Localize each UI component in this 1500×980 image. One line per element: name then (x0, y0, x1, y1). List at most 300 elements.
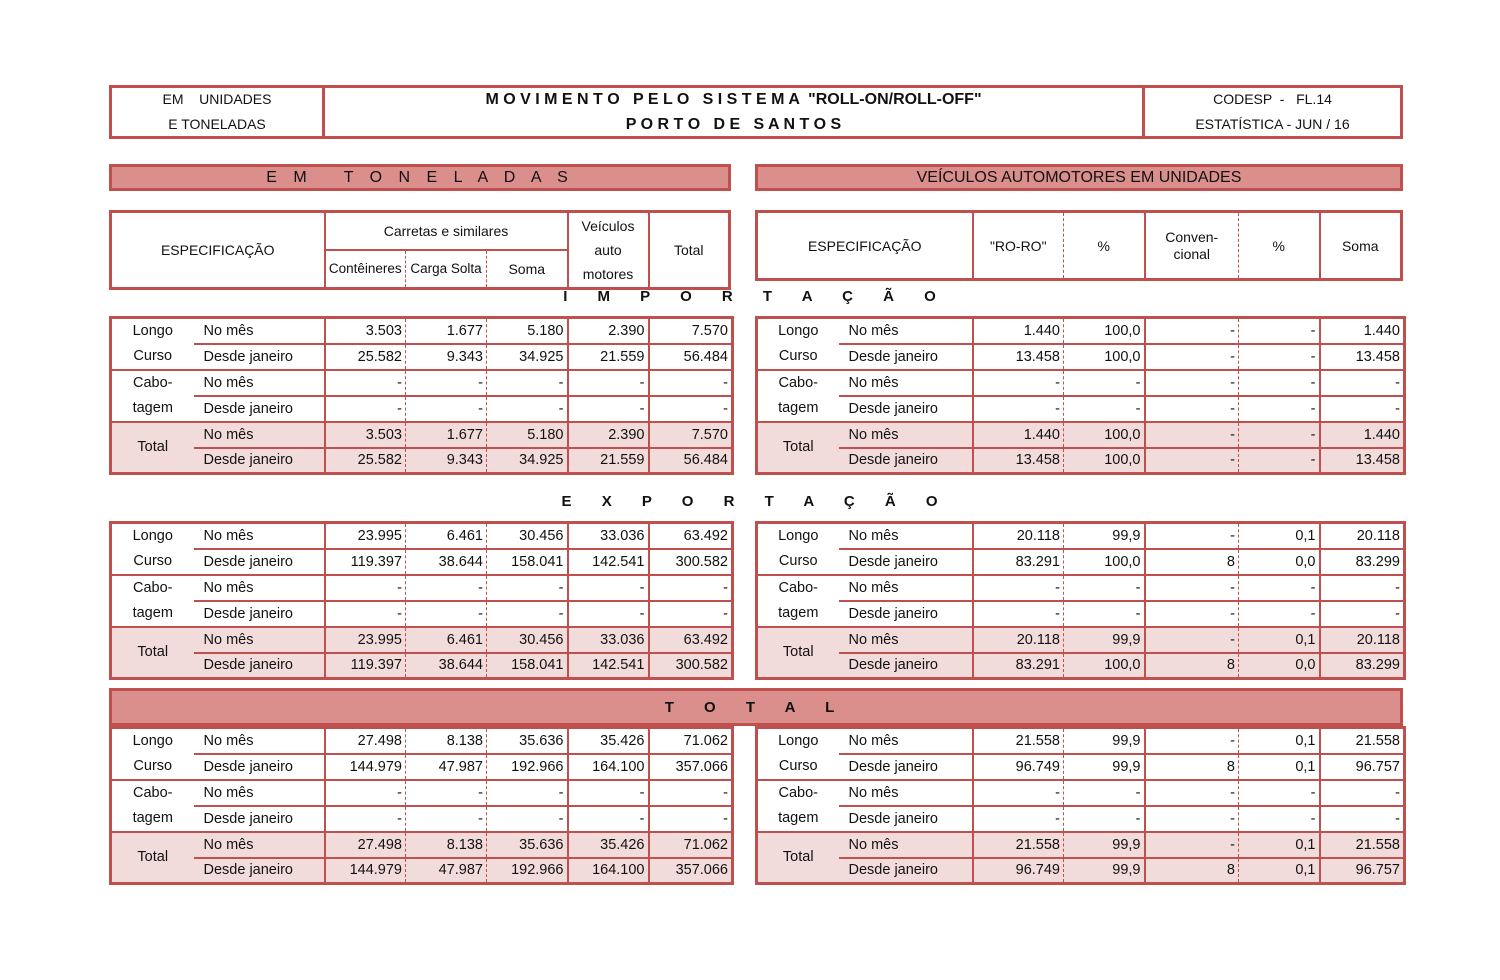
table-row (111, 858, 733, 884)
value-cell: 20.118 (1320, 523, 1405, 549)
value-cell: 25.582 (325, 344, 406, 370)
value-cell: - (487, 575, 568, 601)
right-pct2-header: % (1239, 212, 1320, 280)
left-containers-header: Contêineres (325, 250, 406, 289)
table-row (111, 601, 733, 627)
value-cell: 8 (1145, 754, 1239, 780)
value-cell: - (1320, 806, 1405, 832)
table-row (757, 318, 1405, 344)
value-cell: 99,9 (1064, 523, 1145, 549)
value-cell: - (973, 780, 1064, 806)
value-cell: 23.995 (325, 627, 406, 653)
value-cell: 9.343 (406, 344, 487, 370)
row-period-label: Desde janeiro (839, 344, 973, 370)
value-cell: - (487, 396, 568, 422)
right-column-header (755, 210, 1403, 281)
row-period-label: No mês (839, 728, 973, 754)
value-cell: 38.644 (406, 653, 487, 679)
value-cell: 6.461 (406, 627, 487, 653)
value-cell: - (649, 396, 733, 422)
table-row (111, 627, 733, 653)
band-veiculos-label: VEÍCULOS AUTOMOTORES EM UNIDADES (916, 168, 1242, 186)
row-period-label: No mês (194, 575, 325, 601)
value-cell: 35.636 (487, 728, 568, 754)
row-group-label: Cabo- (133, 580, 173, 596)
value-cell: 83.299 (1320, 653, 1405, 679)
value-cell: 34.925 (487, 344, 568, 370)
table-row (111, 575, 733, 601)
table-row (757, 653, 1405, 679)
table-row (757, 396, 1405, 422)
value-cell: 0,1 (1239, 832, 1320, 858)
value-cell: - (1239, 806, 1320, 832)
value-cell: - (973, 370, 1064, 396)
value-cell: 0,1 (1239, 858, 1320, 884)
row-group-label: Total (111, 832, 194, 884)
row-period-label: Desde janeiro (194, 396, 325, 422)
value-cell: 100,0 (1064, 549, 1145, 575)
table-row (111, 728, 733, 754)
value-cell: - (973, 601, 1064, 627)
value-cell: 0,0 (1239, 549, 1320, 575)
value-cell: - (649, 575, 733, 601)
table-row (111, 780, 733, 806)
value-cell: 100,0 (1064, 448, 1145, 474)
value-cell: - (325, 601, 406, 627)
table-row (757, 858, 1405, 884)
value-cell: 83.291 (973, 653, 1064, 679)
row-group-label: Longo (132, 733, 173, 750)
right-table-section-0 (755, 316, 1406, 475)
left-table-section-2 (109, 726, 734, 885)
value-cell: 27.498 (325, 728, 406, 754)
value-cell: 13.458 (1320, 448, 1405, 474)
row-period-label: Desde janeiro (839, 858, 973, 884)
value-cell: 1.677 (406, 318, 487, 344)
value-cell: 30.456 (487, 523, 568, 549)
value-cell: 13.458 (1320, 344, 1405, 370)
row-group-label: Longo (778, 733, 819, 750)
value-cell: - (325, 396, 406, 422)
value-cell: - (973, 806, 1064, 832)
value-cell: 164.100 (568, 858, 649, 884)
section-title-exportacao: E X P O R T A Ç Ã O (561, 493, 951, 510)
value-cell: - (568, 601, 649, 627)
row-group-label: Cabo- (778, 375, 818, 391)
value-cell: - (406, 396, 487, 422)
value-cell: - (1064, 601, 1145, 627)
row-period-label: No mês (194, 728, 325, 754)
value-cell: 71.062 (649, 728, 733, 754)
row-period-label: Desde janeiro (839, 754, 973, 780)
table-row (111, 806, 733, 832)
row-group-label: Cabo- (778, 580, 818, 596)
row-group-label: tagem (111, 601, 194, 627)
left-vehicles-line2: auto (594, 242, 622, 258)
right-conventional-line2: cional (1173, 245, 1211, 262)
value-cell: - (1320, 370, 1405, 396)
row-period-label: Desde janeiro (839, 806, 973, 832)
value-cell: 144.979 (325, 858, 406, 884)
value-cell: 5.180 (487, 422, 568, 448)
value-cell: 1.440 (1320, 318, 1405, 344)
value-cell: - (1239, 344, 1320, 370)
value-cell: 99,9 (1064, 858, 1145, 884)
value-cell: 35.636 (487, 832, 568, 858)
page-title: M O V I M E N T O P E L O S I S T E M A "ROLL-ON/ROLL-OFF" (485, 91, 982, 108)
value-cell: - (487, 601, 568, 627)
row-period-label: No mês (194, 318, 325, 344)
value-cell: - (1239, 370, 1320, 396)
table-row (111, 344, 733, 370)
row-period-label: No mês (839, 318, 973, 344)
value-cell: 158.041 (487, 653, 568, 679)
row-group-label: Longo (778, 323, 819, 340)
left-vehicles-line3: motores (582, 266, 634, 282)
row-group-label: tagem (111, 396, 194, 422)
value-cell: - (487, 780, 568, 806)
row-group-label: Curso (111, 754, 194, 780)
value-cell: 100,0 (1064, 344, 1145, 370)
value-cell: - (406, 575, 487, 601)
row-group-label: Curso (111, 344, 194, 370)
value-cell: 21.558 (973, 832, 1064, 858)
row-period-label: Desde janeiro (194, 344, 325, 370)
value-cell: 6.461 (406, 523, 487, 549)
value-cell: 96.749 (973, 858, 1064, 884)
value-cell: - (1239, 575, 1320, 601)
value-cell: - (568, 780, 649, 806)
value-cell: 8.138 (406, 728, 487, 754)
value-cell: 13.458 (973, 448, 1064, 474)
value-cell: 33.036 (568, 523, 649, 549)
value-cell: - (1145, 575, 1239, 601)
value-cell: - (1145, 523, 1239, 549)
table-row (757, 575, 1405, 601)
header-source-box (1142, 85, 1403, 139)
value-cell: 164.100 (568, 754, 649, 780)
value-cell: 96.749 (973, 754, 1064, 780)
value-cell: - (325, 780, 406, 806)
left-table-section-1 (109, 521, 734, 680)
value-cell: - (1239, 396, 1320, 422)
left-vehicles-header (568, 212, 649, 289)
header-units-line1: EM UNIDADES (162, 91, 272, 107)
value-cell: - (568, 370, 649, 396)
value-cell: 100,0 (1064, 318, 1145, 344)
value-cell: - (487, 806, 568, 832)
left-group-header: Carretas e similares (325, 212, 568, 251)
value-cell: - (1145, 370, 1239, 396)
row-period-label: No mês (839, 370, 973, 396)
left-column-header (109, 210, 731, 290)
value-cell: 27.498 (325, 832, 406, 858)
value-cell: - (1320, 601, 1405, 627)
row-group-label: Curso (757, 754, 839, 780)
table-row (757, 344, 1405, 370)
row-group-label: Total (757, 832, 839, 884)
table-row (757, 806, 1405, 832)
row-period-label: No mês (194, 832, 325, 858)
row-period-label: Desde janeiro (194, 601, 325, 627)
value-cell: - (1239, 448, 1320, 474)
row-period-label: Desde janeiro (194, 806, 325, 832)
value-cell: 7.570 (649, 318, 733, 344)
table-row (757, 754, 1405, 780)
table-row (111, 448, 733, 474)
left-soma-header: Soma (487, 250, 568, 289)
value-cell: - (649, 806, 733, 832)
row-group-label: Longo (132, 323, 173, 340)
left-vehicles-line1: Veículos (581, 218, 635, 234)
value-cell: - (568, 575, 649, 601)
value-cell: 20.118 (1320, 627, 1405, 653)
row-period-label: No mês (839, 832, 973, 858)
value-cell: 38.644 (406, 549, 487, 575)
value-cell: 8.138 (406, 832, 487, 858)
value-cell: 20.118 (973, 523, 1064, 549)
value-cell: 1.440 (1320, 422, 1405, 448)
value-cell: - (487, 370, 568, 396)
value-cell: 1.677 (406, 422, 487, 448)
header-source-line1: CODESP - FL.14 (1213, 91, 1332, 107)
row-group-label: tagem (757, 806, 839, 832)
right-table-section-1 (755, 521, 1406, 680)
value-cell: 47.987 (406, 858, 487, 884)
left-loose-cargo-header: Carga Solta (406, 250, 487, 289)
value-cell: 357.066 (649, 858, 733, 884)
row-group-label: Cabo- (133, 785, 173, 801)
row-period-label: No mês (194, 627, 325, 653)
value-cell: - (568, 806, 649, 832)
right-pct1-header: % (1064, 212, 1145, 280)
row-group-label: Total (757, 422, 839, 474)
row-group-label: Curso (757, 549, 839, 575)
row-group-label: Longo (132, 528, 173, 545)
value-cell: 144.979 (325, 754, 406, 780)
table-row (757, 370, 1405, 396)
row-group-label: tagem (757, 601, 839, 627)
value-cell: - (1145, 448, 1239, 474)
value-cell: 7.570 (649, 422, 733, 448)
value-cell: 119.397 (325, 549, 406, 575)
row-period-label: No mês (839, 523, 973, 549)
right-conventional-header (1145, 212, 1239, 280)
value-cell: 71.062 (649, 832, 733, 858)
row-period-label: No mês (839, 780, 973, 806)
table-row (757, 627, 1405, 653)
value-cell: - (1145, 832, 1239, 858)
header-source-line2: ESTATÍSTICA - JUN / 16 (1195, 116, 1350, 132)
value-cell: 34.925 (487, 448, 568, 474)
row-period-label: Desde janeiro (839, 601, 973, 627)
value-cell: - (649, 780, 733, 806)
row-group-label: tagem (111, 806, 194, 832)
value-cell: 100,0 (1064, 653, 1145, 679)
value-cell: 300.582 (649, 653, 733, 679)
row-period-label: No mês (839, 575, 973, 601)
value-cell: 99,9 (1064, 627, 1145, 653)
left-table-section-0 (109, 316, 734, 475)
value-cell: - (1064, 806, 1145, 832)
right-roro-header: "RO-RO" (973, 212, 1064, 280)
section-title-total (109, 688, 1403, 726)
row-group-label: Total (111, 627, 194, 679)
row-period-label: Desde janeiro (194, 754, 325, 780)
value-cell: 96.757 (1320, 754, 1405, 780)
row-period-label: No mês (194, 370, 325, 396)
row-group-label: Total (111, 422, 194, 474)
value-cell: 2.390 (568, 422, 649, 448)
value-cell: - (1239, 601, 1320, 627)
value-cell: - (1145, 422, 1239, 448)
row-group-label: Cabo- (133, 375, 173, 391)
value-cell: 357.066 (649, 754, 733, 780)
value-cell: - (1320, 575, 1405, 601)
row-period-label: Desde janeiro (839, 549, 973, 575)
table-row (757, 448, 1405, 474)
value-cell: - (1239, 318, 1320, 344)
row-period-label: Desde janeiro (194, 549, 325, 575)
value-cell: - (1239, 422, 1320, 448)
value-cell: 3.503 (325, 318, 406, 344)
row-period-label: Desde janeiro (839, 653, 973, 679)
value-cell: 83.299 (1320, 549, 1405, 575)
table-row (111, 754, 733, 780)
row-period-label: Desde janeiro (194, 858, 325, 884)
left-total-header: Total (649, 212, 730, 289)
value-cell: 8 (1145, 653, 1239, 679)
row-period-label: No mês (194, 523, 325, 549)
row-group-label: Curso (757, 344, 839, 370)
value-cell: 100,0 (1064, 422, 1145, 448)
value-cell: - (649, 370, 733, 396)
value-cell: 20.118 (973, 627, 1064, 653)
value-cell: - (1239, 780, 1320, 806)
row-period-label: Desde janeiro (839, 396, 973, 422)
value-cell: 119.397 (325, 653, 406, 679)
value-cell: - (325, 806, 406, 832)
value-cell: 142.541 (568, 549, 649, 575)
value-cell: 142.541 (568, 653, 649, 679)
value-cell: 0,1 (1239, 728, 1320, 754)
value-cell: 30.456 (487, 627, 568, 653)
value-cell: 13.458 (973, 344, 1064, 370)
table-row (111, 422, 733, 448)
value-cell: 1.440 (973, 318, 1064, 344)
value-cell: 21.558 (973, 728, 1064, 754)
section-title-total-label: T O T A L (664, 698, 848, 716)
row-period-label: Desde janeiro (194, 448, 325, 474)
table-row (111, 370, 733, 396)
table-row (757, 832, 1405, 858)
value-cell: - (1064, 396, 1145, 422)
value-cell: 300.582 (649, 549, 733, 575)
value-cell: 192.966 (487, 858, 568, 884)
value-cell: - (325, 370, 406, 396)
value-cell: - (1145, 780, 1239, 806)
table-row (757, 523, 1405, 549)
row-group-label: Longo (778, 528, 819, 545)
value-cell: 158.041 (487, 549, 568, 575)
right-spec-header: ESPECIFICAÇÃO (807, 237, 922, 254)
value-cell: 21.558 (1320, 728, 1405, 754)
table-row (757, 422, 1405, 448)
value-cell: 99,9 (1064, 832, 1145, 858)
value-cell: - (568, 396, 649, 422)
table-row (111, 832, 733, 858)
value-cell: - (325, 575, 406, 601)
header-units-line2: E TONELADAS (168, 116, 266, 132)
value-cell: 192.966 (487, 754, 568, 780)
row-period-label: Desde janeiro (194, 653, 325, 679)
table-row (757, 728, 1405, 754)
value-cell: 0,1 (1239, 627, 1320, 653)
row-period-label: No mês (194, 422, 325, 448)
table-row (111, 653, 733, 679)
value-cell: - (1320, 780, 1405, 806)
value-cell: 0,1 (1239, 523, 1320, 549)
value-cell: - (1064, 575, 1145, 601)
value-cell: 23.995 (325, 523, 406, 549)
value-cell: 3.503 (325, 422, 406, 448)
value-cell: 63.492 (649, 523, 733, 549)
value-cell: - (1145, 396, 1239, 422)
value-cell: 8 (1145, 858, 1239, 884)
value-cell: 9.343 (406, 448, 487, 474)
value-cell: 99,9 (1064, 754, 1145, 780)
value-cell: 5.180 (487, 318, 568, 344)
row-group-label: Curso (111, 549, 194, 575)
row-group-label: tagem (757, 396, 839, 422)
header-title-box (322, 85, 1145, 139)
value-cell: 0,1 (1239, 754, 1320, 780)
row-group-label: Cabo- (778, 785, 818, 801)
table-row (757, 780, 1405, 806)
value-cell: 8 (1145, 549, 1239, 575)
value-cell: 21.558 (1320, 832, 1405, 858)
left-spec-header: ESPECIFICAÇÃO (160, 242, 275, 258)
row-period-label: No mês (194, 780, 325, 806)
header-units-box (109, 85, 325, 139)
value-cell: 2.390 (568, 318, 649, 344)
band-toneladas (109, 164, 731, 191)
value-cell: - (1145, 344, 1239, 370)
value-cell: 0,0 (1239, 653, 1320, 679)
value-cell: - (1145, 728, 1239, 754)
value-cell: 21.559 (568, 448, 649, 474)
row-period-label: Desde janeiro (839, 448, 973, 474)
value-cell: - (406, 370, 487, 396)
value-cell: - (1320, 396, 1405, 422)
value-cell: - (973, 396, 1064, 422)
value-cell: 21.559 (568, 344, 649, 370)
value-cell: - (1145, 806, 1239, 832)
value-cell: - (406, 780, 487, 806)
value-cell: 25.582 (325, 448, 406, 474)
value-cell: 56.484 (649, 448, 733, 474)
value-cell: 47.987 (406, 754, 487, 780)
value-cell: 56.484 (649, 344, 733, 370)
value-cell: 83.291 (973, 549, 1064, 575)
page-subtitle: P O R T O D E S A N T O S (625, 116, 842, 133)
table-row (111, 396, 733, 422)
value-cell: 35.426 (568, 728, 649, 754)
value-cell: 63.492 (649, 627, 733, 653)
right-conventional-line1: Conven- (1165, 228, 1219, 245)
row-group-label: Total (757, 627, 839, 679)
table-row (757, 549, 1405, 575)
